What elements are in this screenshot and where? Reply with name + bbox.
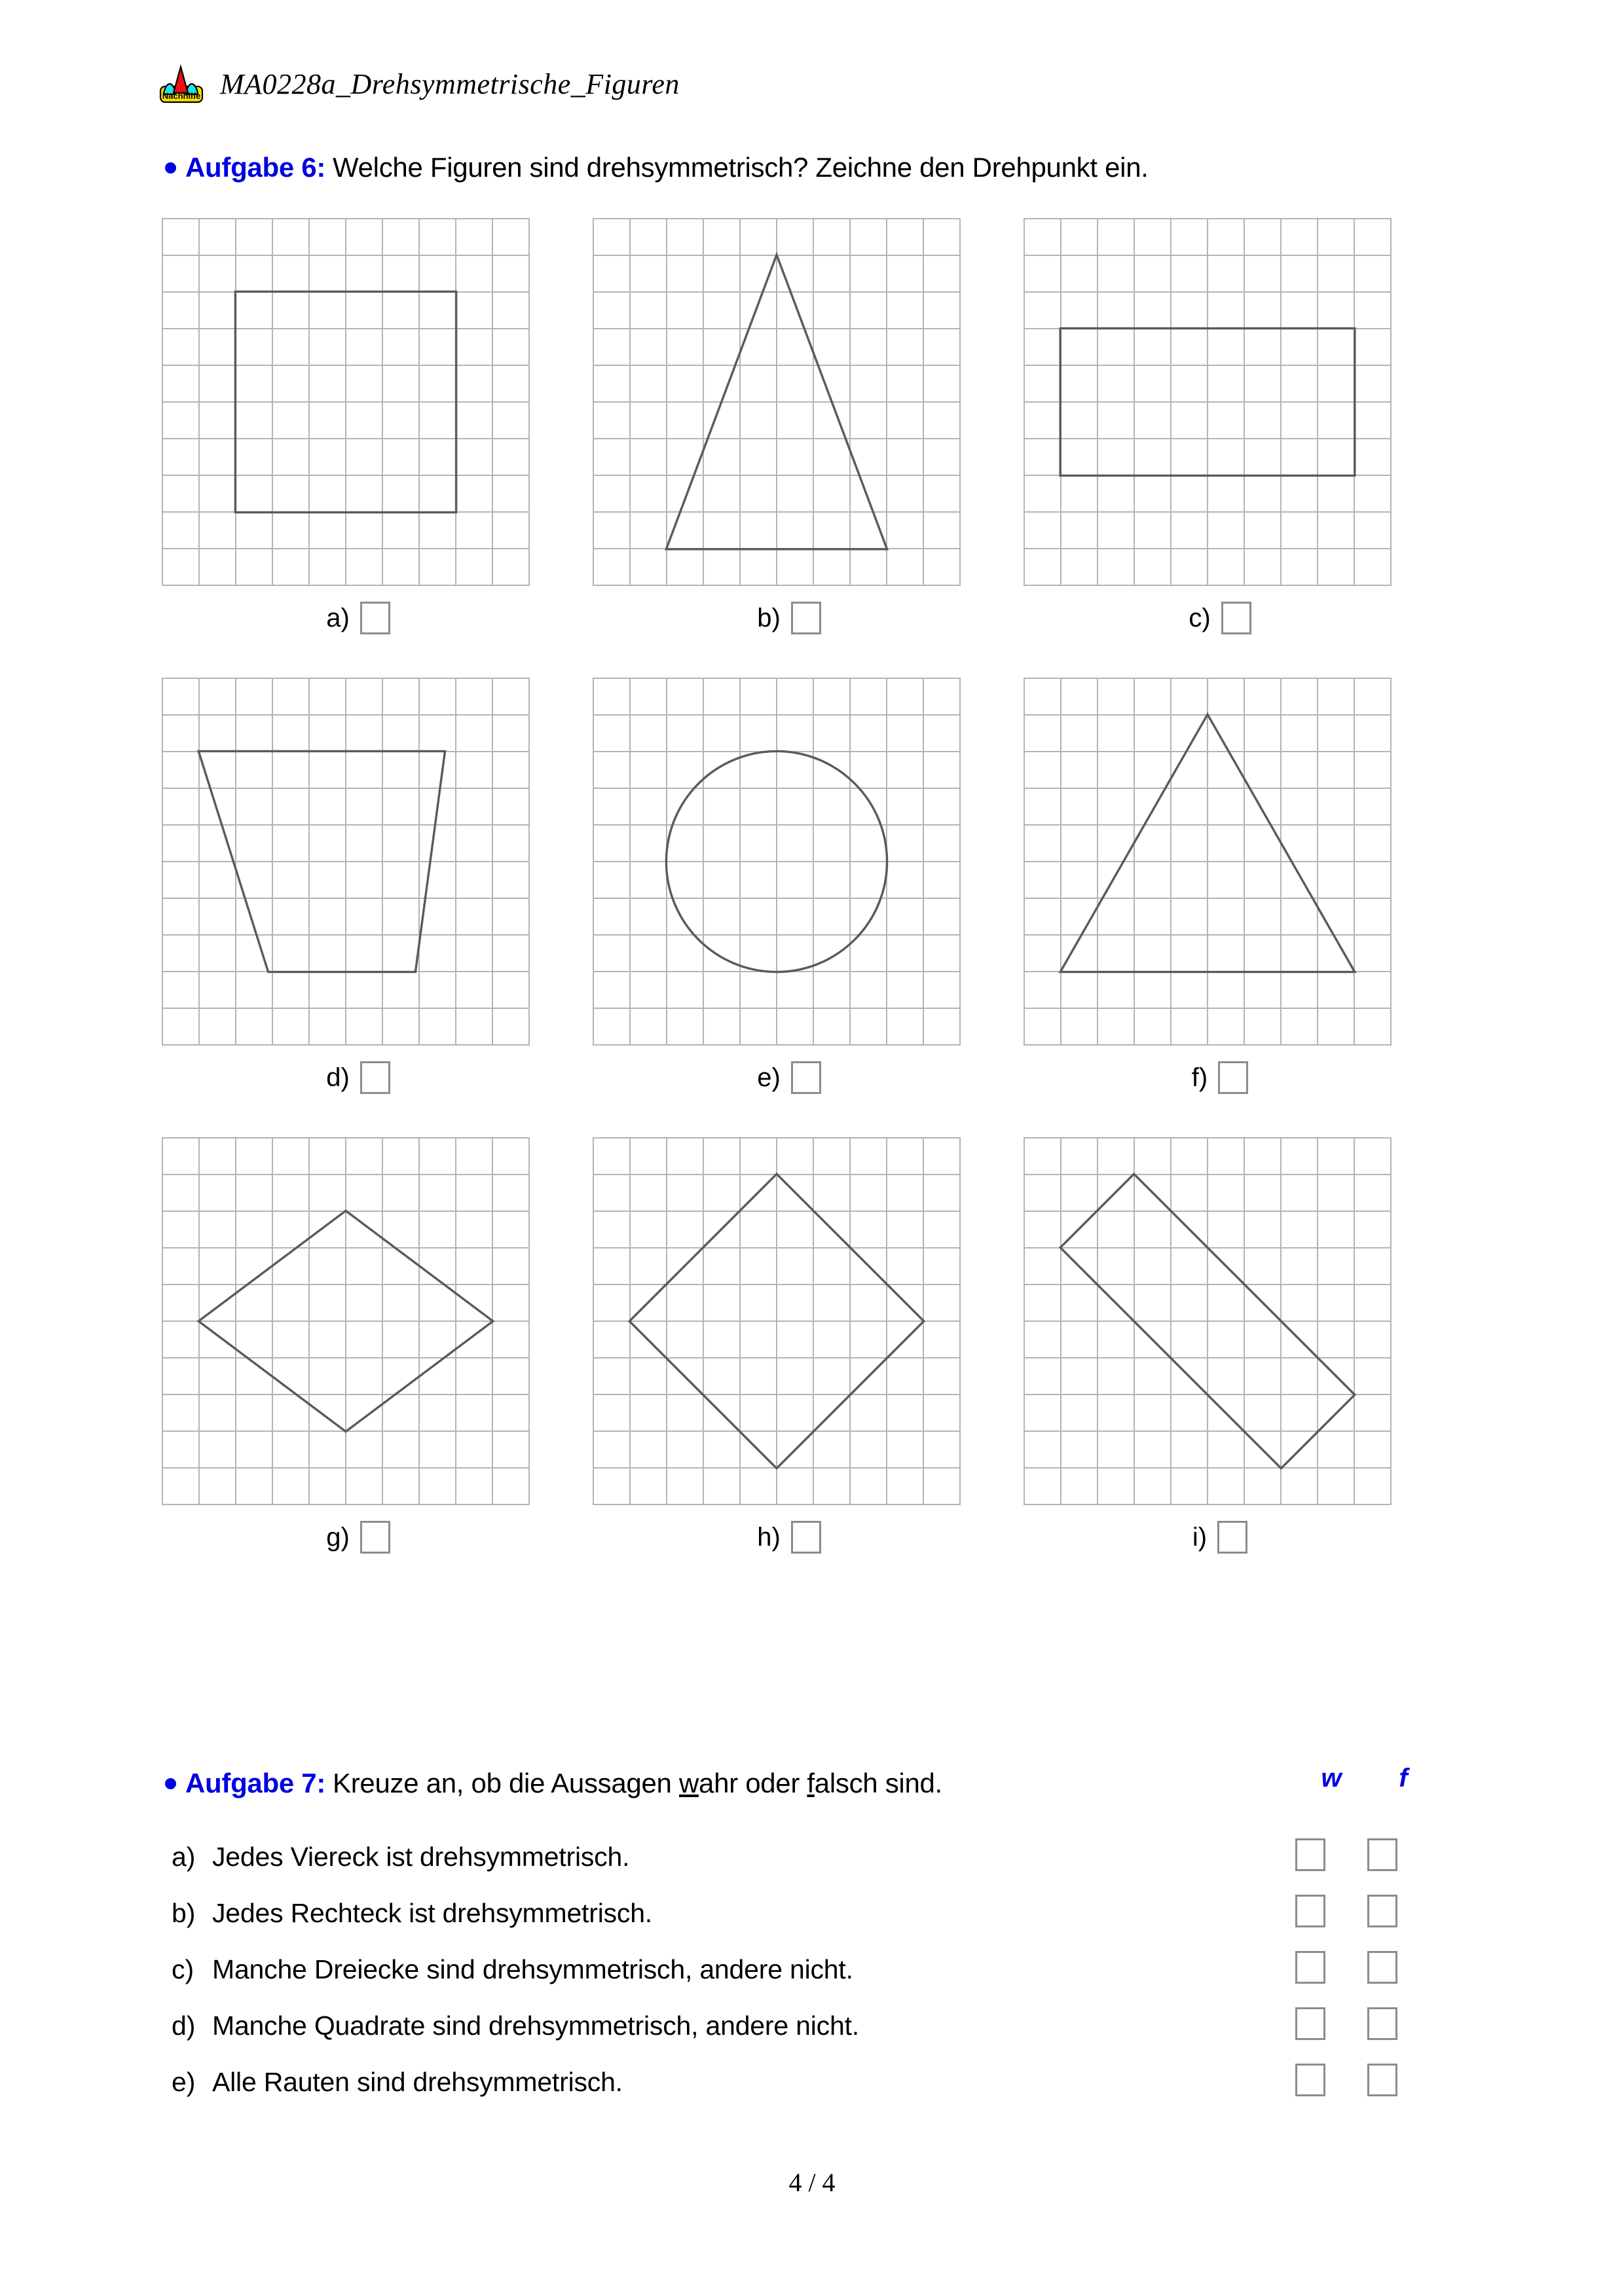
grid-a [162,218,530,586]
page-footer: 4 / 4 [788,2168,836,2197]
column-header-w: w [1321,1764,1342,1793]
task6-heading [165,152,1149,183]
grid-c [1024,218,1392,586]
statement-row [172,1997,1416,2054]
statement-text-c: Manche Dreiecke sind drehsymmetrisch, andere nicht. [212,1954,853,1984]
checkbox-row-c [1295,1939,1397,1995]
bullet-icon [165,1778,176,1789]
statement-letter-a: a) [172,1841,196,1872]
svg-text:Nachhilfe: Nachhilfe [162,91,201,101]
statement-row [172,1941,1416,1997]
document-header [157,63,680,105]
figure-cell-g [162,1137,555,1554]
statement-row [172,2054,1416,2110]
page-title: MA0228a_Drehsymmetrische_Figuren [220,67,680,100]
shape-isosceles-triangle-wide [1060,714,1355,972]
statement-text-b: Jedes Rechteck ist drehsymmetrisch. [212,1897,653,1928]
checkbox-e-f[interactable] [1367,2064,1397,2096]
shape-rhombus [198,1211,493,1431]
checkbox-row-a [1295,1827,1397,1883]
figure-cell-b [593,218,986,634]
task7-question-post: alsch sind. [814,1768,942,1798]
figure-checkbox-c[interactable] [1221,602,1251,634]
shape-circle [666,751,887,972]
checkbox-row-d [1295,1995,1397,2052]
checkbox-row-b [1295,1883,1397,1939]
checkbox-row-e [1295,2052,1397,2108]
task7-heading [165,1768,942,1799]
statement-letter-c: c) [172,1954,194,1984]
figure-letter-c: c) [1189,603,1211,632]
statement-text-e: Alle Rauten sind drehsymmetrisch. [212,2066,623,2097]
checkbox-b-f[interactable] [1367,1895,1397,1927]
figure-row-2 [162,678,1465,1094]
grid-i [1024,1137,1392,1505]
figure-letter-a: a) [326,603,350,632]
column-header-f: f [1399,1764,1408,1793]
figure-cell-c [1024,218,1416,634]
task6-question: Welche Figuren sind drehsymmetrisch? Zeichne den Drehpunkt ein. [333,152,1149,183]
checkbox-d-f[interactable] [1367,2007,1397,2040]
figure-cell-i [1024,1137,1416,1554]
statement-row [172,1829,1416,1885]
checkbox-e-w[interactable] [1295,2064,1325,2096]
grid-d [162,678,530,1046]
shape-square [235,291,456,512]
figure-checkbox-h[interactable] [791,1521,821,1554]
checkbox-c-f[interactable] [1367,1951,1397,1984]
figure-letter-h: h) [757,1522,781,1552]
statement-text-a: Jedes Viereck ist drehsymmetrisch. [212,1841,630,1872]
figure-letter-f: f) [1191,1063,1208,1092]
shape-rotated-rectangle [1060,1174,1355,1468]
statement-list [172,1829,1416,2110]
grid-e [593,678,961,1046]
task7-question-mid: ahr oder [699,1768,807,1798]
shape-rotated-square [629,1174,924,1468]
truefalse-checkbox-grid [1295,1827,1397,2108]
figure-row-1 [162,218,1465,634]
bullet-icon [165,162,176,173]
task7-label: Aufgabe 7: [185,1768,326,1798]
checkbox-d-w[interactable] [1295,2007,1325,2040]
task6-label: Aufgabe 6: [185,152,326,183]
statement-letter-d: d) [172,2010,196,2041]
shape-rectangle [1060,329,1355,476]
task7-question-w: w [678,1768,699,1798]
figure-cell-d [162,678,555,1094]
figure-cell-h [593,1137,986,1554]
nachhilfe-logo-icon [157,63,206,105]
figure-cell-e [593,678,986,1094]
figure-letter-g: g) [326,1522,350,1552]
figure-row-3 [162,1137,1465,1554]
grid-h [593,1137,961,1505]
statement-text-d: Manche Quadrate sind drehsymmetrisch, andere nicht. [212,2010,859,2041]
figure-checkbox-i[interactable] [1217,1521,1247,1554]
checkbox-c-w[interactable] [1295,1951,1325,1984]
grid-b [593,218,961,586]
statement-letter-e: e) [172,2066,196,2097]
figure-letter-i: i) [1192,1522,1208,1552]
shape-isosceles-triangle [666,255,887,549]
figure-checkbox-d[interactable] [360,1061,390,1094]
figure-letter-e: e) [757,1063,781,1092]
figure-checkbox-b[interactable] [791,602,821,634]
statement-letter-b: b) [172,1897,196,1928]
truefalse-column-headers [1295,1764,1439,1793]
figure-cell-f [1024,678,1416,1094]
figure-checkbox-a[interactable] [360,602,390,634]
figure-checkbox-g[interactable] [360,1521,390,1554]
shape-trapezoid [198,751,445,972]
task7-question [333,1768,942,1799]
task7-question-f: f [807,1768,815,1798]
figure-letter-b: b) [757,603,781,632]
checkbox-a-w[interactable] [1295,1838,1325,1871]
figure-checkbox-e[interactable] [791,1061,821,1094]
grid-g [162,1137,530,1505]
statement-row [172,1885,1416,1941]
figure-cell-a [162,218,555,634]
figure-grid-container [162,218,1465,1559]
figure-letter-d: d) [326,1063,350,1092]
task7-question-pre: Kreuze an, ob die Aussagen [333,1768,679,1798]
checkbox-a-f[interactable] [1367,1838,1397,1871]
figure-checkbox-f[interactable] [1218,1061,1248,1094]
grid-f [1024,678,1392,1046]
checkbox-b-w[interactable] [1295,1895,1325,1927]
